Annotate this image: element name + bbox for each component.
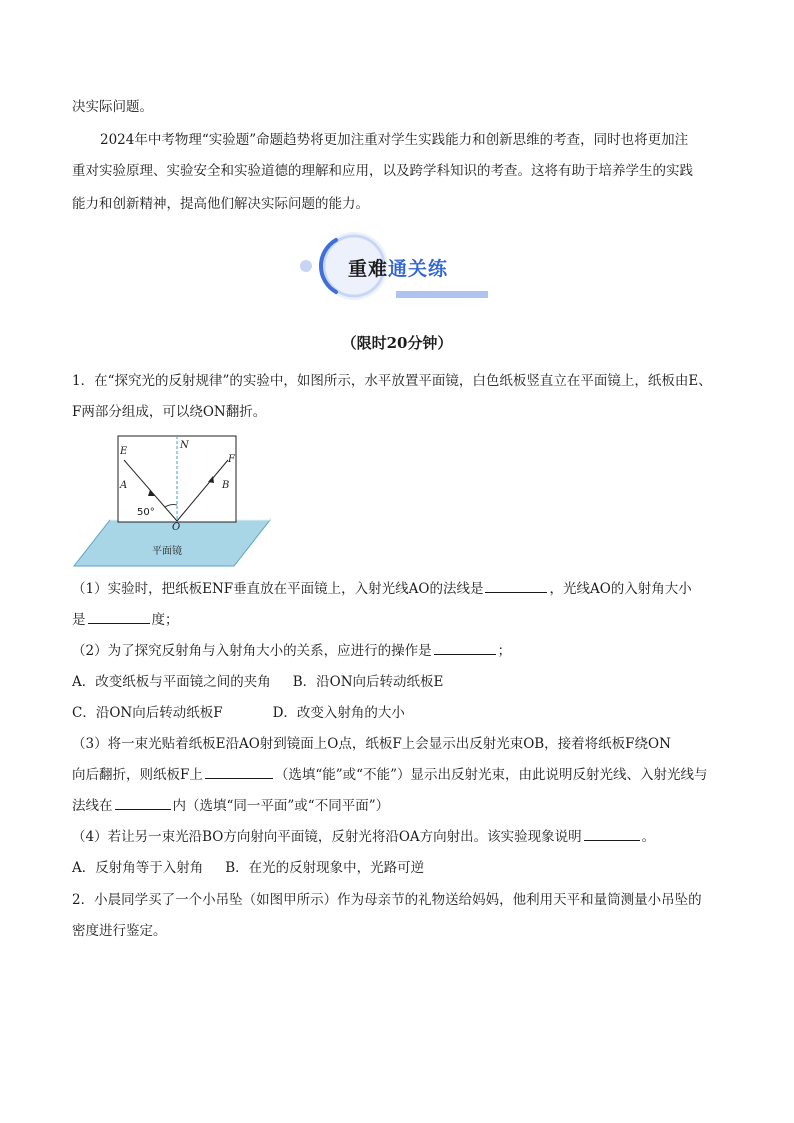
- q2-stem-line-2: 密度进行鉴定。: [72, 923, 167, 939]
- q1-option-a: A．改变纸板与平面镜之间的夹角: [72, 674, 271, 690]
- figure-label-a: A: [120, 480, 128, 491]
- q1-part3-line-1: （3）将一束光贴着纸板E沿AO射到镜面上O点，纸板F上会显示出反射光束OB，接着将纸板F绕ON: [72, 736, 671, 752]
- q1-option-b: B．沿ON向后转动纸板E: [292, 674, 444, 690]
- q1-part1-text-b: ，光线AO的入射角大小: [549, 581, 692, 597]
- q1-part2-text-a: （2）为了探究反射角与入射角大小的关系，应进行的操作是: [72, 643, 432, 659]
- figure-angle-label: 50°: [137, 507, 155, 518]
- q1-part3-blank-1[interactable]: [205, 764, 273, 779]
- q2-stem-line-1: 2．小晨同学买了一个小吊坠（如图甲所示）作为母亲节的礼物送给妈妈，他利用天平和量筒测量小吊坠的: [72, 892, 702, 908]
- q1-option-d: D．改变入射角的大小: [272, 705, 405, 721]
- time-limit: （限时20分钟）: [341, 334, 453, 352]
- intro-line-1: 决实际问题。: [72, 99, 153, 115]
- q1-part2-blank[interactable]: [434, 640, 496, 655]
- intro-line-2: 2024年中考物理“实验题”命题趋势将更加注重对学生实践能力和创新思维的考查，同时也将更加注: [100, 132, 689, 148]
- q1-stem-line-1: 1．在“探究光的反射规律”的实验中，如图所示，水平放置平面镜，白色纸板竖直立在平面镜上，纸板由E、: [72, 373, 712, 389]
- intro-line-3: 重对实验原理、实验安全和实验道德的理解和应用，以及跨学科知识的考查。这将有助于培养学生的实践: [72, 163, 693, 179]
- figure-label-f: F: [228, 454, 235, 465]
- q1-part1-blank-2[interactable]: [88, 609, 150, 624]
- q1-part4-option-a: A．反射角等于入射角: [72, 860, 204, 876]
- figure-label-o: O: [172, 522, 181, 533]
- figure-mirror-label: 平面镜: [152, 546, 182, 557]
- q1-part2-line: [72, 640, 724, 662]
- q1-options-row-1: [72, 671, 724, 693]
- q1-part4-blank[interactable]: [584, 826, 640, 841]
- section-title-part2: 通关练: [388, 258, 449, 280]
- q1-part1-line-1: [72, 578, 724, 600]
- q1-part4-text-a: （4）若让另一束光沿BO方向射向平面镜，反射光将沿OA方向射出。该实验现象说明: [72, 829, 582, 845]
- intro-line-4: 能力和创新精神，提高他们解决实际问题的能力。: [72, 196, 369, 212]
- q1-part3-line-3: [72, 795, 724, 817]
- q1-options-row-2: [72, 702, 724, 724]
- q1-part1-line-2: [72, 609, 724, 631]
- section-title-part1: 重难: [348, 258, 389, 280]
- q1-option-c: C．沿ON向后转动纸板F: [72, 705, 223, 721]
- figure-label-b: B: [222, 480, 230, 491]
- q1-part1-blank-1[interactable]: [485, 578, 547, 593]
- q1-figure: [72, 432, 272, 568]
- figure-label-e: E: [120, 446, 128, 457]
- q1-part3-text-e: 内（选填“同一平面”或“不同平面”）: [172, 798, 390, 814]
- q1-part1-text-c: 是: [72, 612, 86, 628]
- q1-part4-line: [72, 826, 724, 848]
- q1-part3-blank-2[interactable]: [115, 795, 171, 810]
- q1-part3-text-b: 向后翻折，则纸板F上: [72, 767, 203, 783]
- q1-part3-line-2: [72, 764, 724, 786]
- q1-part1-text-d: 度；: [151, 612, 179, 628]
- section-title: [348, 254, 448, 281]
- q1-part4-options: [72, 857, 724, 879]
- q1-stem-line-2: F两部分组成，可以绕ON翻折。: [72, 404, 267, 420]
- q1-part4-option-b: B．在光的反射现象中，光路可逆: [225, 860, 425, 876]
- q1-part2-text-b: ；: [497, 643, 512, 659]
- figure-label-n: N: [180, 440, 189, 451]
- q1-part1-text-a: （1）实验时，把纸板ENF垂直放在平面镜上，入射光线AO的法线是: [72, 581, 484, 597]
- section-title-banner: [296, 228, 496, 306]
- q1-part3-text-d: 法线在: [72, 798, 113, 814]
- q1-part3-text-c: （选填“能”或“不能”）显示出反射光束，由此说明反射光线、入射光线与: [274, 767, 708, 783]
- q1-part4-text-b: 。: [641, 829, 656, 845]
